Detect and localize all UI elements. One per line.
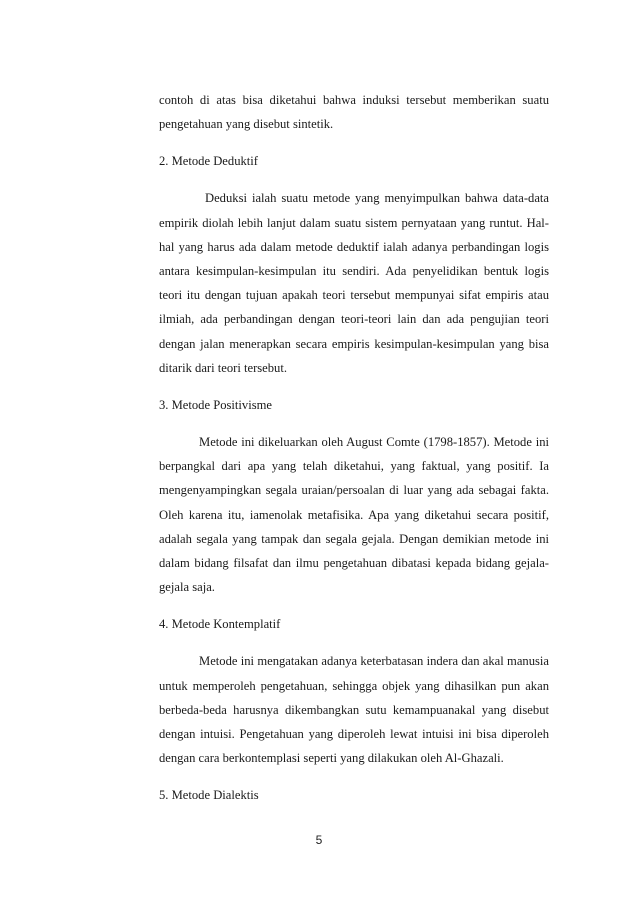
document-body (159, 88, 549, 820)
section-heading-positivisme: 3. Metode Positivisme (159, 398, 272, 413)
page-number: 5 (315, 833, 323, 847)
section-body-deduktif: Deduksi ialah suatu metode yang menyimpulkan bahwa data-data empirik diolah lebih lanjut dalam suatu sistem pernyataan yang runtut. Hal-hal yang harus ada dalam metode deduktif ialah adanya perbandingan logis antara kesimpulan-kesimpulan itu sendiri. Ada penyelidikan bentuk logis teori itu dengan tujuan apakah teori tersebut mempunyai sifat empiris atau ilmiah, ada perbandingan dengan teori-teori lain dan ada pengujian teori dengan jalan menerapkan secara empiris kesimpulan-kesimpulan yang bisa ditarik dari teori tersebut. (159, 191, 549, 375)
section-body-positivisme: Metode ini dikeluarkan oleh August Comte (1798-1857). Metode ini berpangkal dari apa yang telah diketahui, yang faktual, yang positif. Ia mengenyampingkan segala uraian/persoalan di luar yang ada sebagai fakta. Oleh karena itu, iamenolak metafisika. Apa yang diketahui secara positif, adalah segala yang tampak dan segala gejala. Dengan demikian metode ini dalam bidang filsafat dan ilmu pengetahuan dibatasi kepada bidang gejala-gejala saja. (159, 435, 549, 595)
section-heading-dialektis: 5. Metode Dialektis (159, 788, 259, 803)
section-body-kontemplatif: Metode ini mengatakan adanya keterbatasan indera dan akal manusia untuk memperoleh pengetahuan, sehingga objek yang dihasilkan pun akan berbeda-beda harusnya dikembangkan sutu kemampuanakal yang disebut dengan intuisi. Pengetahuan yang diperoleh lewat intuisi ini bisa diperoleh dengan cara berkontemplasi seperti yang dilakukan oleh Al-Ghazali. (159, 654, 549, 766)
section-heading-kontemplatif: 4. Metode Kontemplatif (159, 617, 281, 632)
section-heading-deduktif: 2. Metode Deduktif (159, 154, 258, 169)
intro-paragraph: contoh di atas bisa diketahui bahwa induksi tersebut memberikan suatu pengetahuan yang disebut sintetik. (159, 93, 549, 132)
